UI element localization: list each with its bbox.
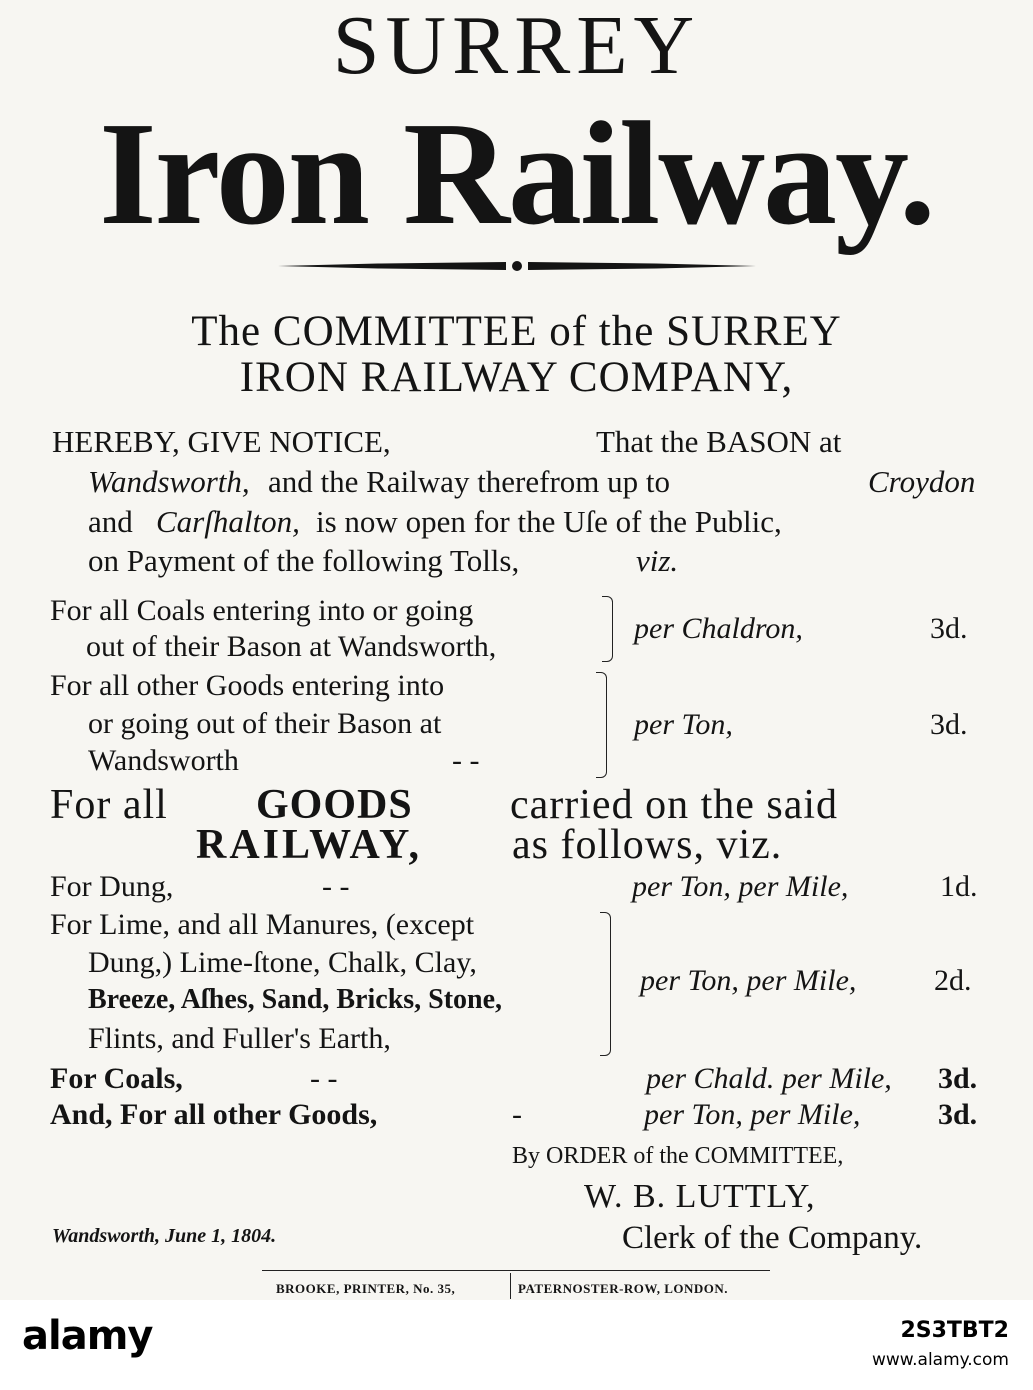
dung-label: For Dung, <box>50 870 174 903</box>
lime-rate: per Ton, per Mile, <box>640 964 857 997</box>
dung-rate: per Ton, per Mile, <box>632 870 849 903</box>
brace-goods-bason <box>596 672 607 778</box>
notice-line-1a: HEREBY, GIVE NOTICE, <box>52 424 391 459</box>
coals-bason-price: 3d. <box>930 612 968 645</box>
notice-line-4: on Payment of the following Tolls, <box>88 543 520 578</box>
signatory-name: W. B. LUTTLY, <box>584 1178 816 1215</box>
notice-wandsworth: Wandsworth, <box>88 464 250 499</box>
goods-bason-line-3: Wandsworth <box>88 744 239 777</box>
notice-line-2: and the Railway therefrom up to <box>268 464 671 499</box>
committee-line-1: The COMMITTEE of the SURREY <box>191 308 842 355</box>
coals-label: For Coals, <box>50 1062 183 1095</box>
goods-heading-for-all: For all <box>50 782 168 828</box>
goods-heading-as-follows: as follows, viz. <box>512 822 783 868</box>
coals-bason-line-2: out of their Bason at Wandsworth, <box>86 630 497 663</box>
coals-price: 3d. <box>938 1062 978 1095</box>
dung-dashes: - - <box>322 870 350 903</box>
printer-separator <box>510 1273 511 1299</box>
title-surrey: SURREY <box>332 0 701 92</box>
brace-coals-bason <box>602 596 613 662</box>
coals-rate: per Chald. per Mile, <box>646 1062 892 1095</box>
signatory-role: Clerk of the Company. <box>622 1220 923 1256</box>
notice-line-3: is now open for the Uſe of the Public, <box>316 504 782 539</box>
goods-heading-carried: carried on the said <box>510 782 839 828</box>
other-goods-price: 3d. <box>938 1098 978 1131</box>
other-goods-rate: per Ton, per Mile, <box>644 1098 861 1131</box>
lime-line-3: Breeze, Aſhes, Sand, Bricks, Stone, <box>88 984 503 1015</box>
goods-bason-dashes: - - <box>452 744 480 777</box>
printer-right: PATERNOSTER-ROW, LONDON. <box>518 1281 729 1296</box>
ornamental-rule <box>278 258 756 274</box>
stock-image-id: 2S3TBT2 <box>900 1318 1009 1343</box>
notice-line-1b: That the BASON at <box>596 424 842 459</box>
committee-line-2: IRON RAILWAY COMPANY, <box>239 354 794 401</box>
goods-bason-line-1: For all other Goods entering into <box>50 669 445 702</box>
footer-rule <box>262 1270 770 1271</box>
title-iron-railway: Iron Railway. <box>99 92 934 256</box>
lime-line-4: Flints, and Fuller's Earth, <box>88 1022 391 1055</box>
goods-bason-line-2: or going out of their Bason at <box>88 707 442 740</box>
stock-url: www.alamy.com <box>871 1350 1009 1370</box>
dung-price: 1d. <box>940 870 978 903</box>
other-goods-label: And, For all other Goods, <box>50 1098 378 1131</box>
watermark-strip <box>0 1300 1033 1390</box>
notice-carshalton: Carſhalton, <box>156 504 300 539</box>
lime-price: 2d. <box>934 964 972 997</box>
coals-bason-rate: per Chaldron, <box>634 612 803 645</box>
brace-lime <box>600 912 611 1056</box>
other-goods-dashes: - <box>512 1098 522 1131</box>
lime-line-1: For Lime, and all Manures, (except <box>50 908 475 941</box>
lime-line-2: Dung,) Lime-ſtone, Chalk, Clay, <box>88 946 477 979</box>
stock-logo: alamy <box>22 1313 153 1359</box>
goods-heading-goods: GOODS <box>256 782 413 828</box>
goods-bason-price: 3d. <box>930 708 968 741</box>
goods-heading-railway: RAILWAY, <box>196 822 422 868</box>
by-order-line: By ORDER of the COMMITTEE, <box>512 1143 844 1169</box>
dateline: Wandsworth, June 1, 1804. <box>52 1225 277 1247</box>
notice-viz: viz. <box>636 543 679 578</box>
notice-croydon: Croydon <box>868 464 976 499</box>
coals-bason-line-1: For all Coals entering into or going <box>50 594 474 627</box>
printer-left: BROOKE, PRINTER, No. 35, <box>276 1281 456 1296</box>
coals-dashes: - - <box>310 1062 338 1095</box>
notice-and: and <box>88 504 133 539</box>
goods-bason-rate: per Ton, <box>634 708 733 741</box>
